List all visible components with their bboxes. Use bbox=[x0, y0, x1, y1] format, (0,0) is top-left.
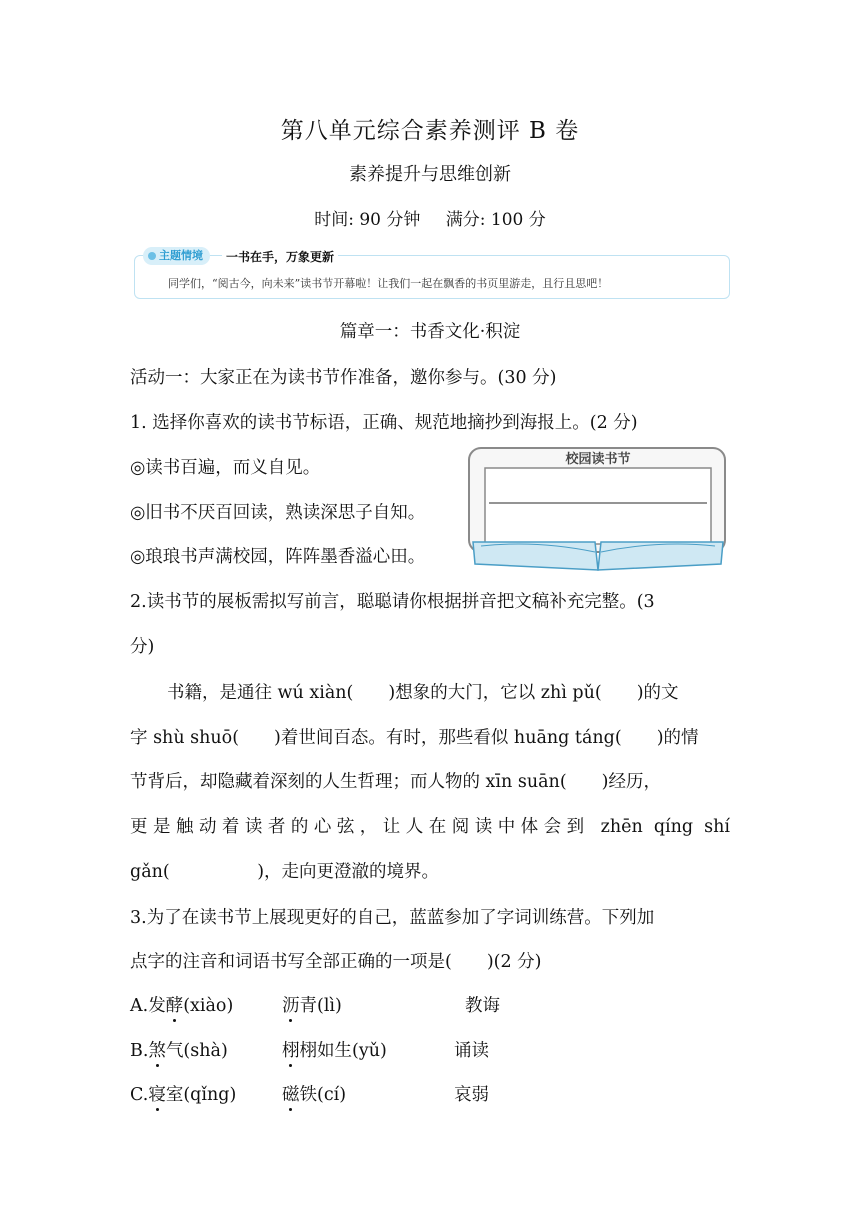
q3-option-a: A.发酵(xiào) 沥青(lì) 教诲 bbox=[130, 992, 233, 1017]
q2-stem: 2.读书节的展板需拟写前言，聪聪请你根据拼音把文稿补充完整。(3 bbox=[130, 592, 655, 612]
theme-heading: 一书在手，万象更新 bbox=[222, 248, 338, 265]
dotted-char: 煞 bbox=[148, 1037, 166, 1062]
q1-stem: 1. 选择你喜欢的读书节标语，正确、规范地摘抄到海报上。(2 分) bbox=[130, 413, 638, 433]
time-limit: 时间: 90 分钟 bbox=[314, 210, 421, 230]
poster-illustration bbox=[467, 446, 729, 574]
section-title: 篇章一：书香文化·积淀 bbox=[339, 322, 521, 342]
dotted-char: 栩 bbox=[282, 1037, 300, 1062]
q1-option: ◎旧书不厌百回读，熟读深思子自知。 bbox=[130, 503, 426, 523]
q3-option-b: B.煞气(shà) 栩栩如生(yǔ) 诵读 bbox=[130, 1037, 228, 1062]
q2-passage-line: 字 shù shuō( )着世间百态。有时，那些看似 huāng táng( )的情 bbox=[130, 728, 699, 748]
page-title: 第八单元综合素养测评 B 卷 bbox=[280, 118, 580, 144]
full-score: 满分: 100 分 bbox=[445, 210, 546, 230]
dotted-char: 沥 bbox=[282, 992, 300, 1017]
time-score-info bbox=[0, 205, 860, 230]
q2-passage-line: 书籍，是通往 wú xiàn( )想象的大门，它以 zhì pǔ( )的文 bbox=[167, 683, 679, 703]
q1-option: ◎琅琅书声满校园，阵阵墨香溢心田。 bbox=[130, 547, 426, 567]
dotted-char: 寝 bbox=[148, 1081, 166, 1106]
q1-option: ◎读书百遍，而义自见。 bbox=[130, 458, 321, 478]
q2-passage-line: 节背后，却隐藏着深刻的人生哲理；而人物的 xīn suān( )经历， bbox=[130, 772, 661, 792]
q2-passage-line: gǎn( )，走向更澄澈的境界。 bbox=[130, 862, 440, 882]
poster-title: 校园读书节 bbox=[565, 452, 631, 467]
dotted-char: 酵 bbox=[166, 992, 184, 1017]
page-subtitle: 素养提升与思维创新 bbox=[349, 164, 511, 185]
q3-stem-cont: 点字的注音和词语书写全部正确的一项是( )(2 分) bbox=[130, 952, 542, 972]
theme-text: 同学们，“阅古今，向未来”读书节开幕啦！让我们一起在飘香的书页里游走，且行且思吧！ bbox=[168, 277, 609, 290]
q2-stem-cont: 分) bbox=[130, 637, 155, 657]
activity-heading: 活动一：大家正在为读书节作准备，邀你参与。(30 分) bbox=[130, 368, 557, 388]
q3-option-c: C.寝室(qǐng) 磁铁(cí) 哀弱 bbox=[130, 1081, 236, 1106]
dotted-char: 磁 bbox=[282, 1081, 300, 1106]
q2-passage-line: 更是触动着读者的心弦，让人在阅读中体会到 zhēn qíng shí bbox=[130, 817, 730, 837]
q3-stem: 3.为了在读书节上展现更好的自己，蓝蓝参加了字词训练营。下列加 bbox=[130, 908, 655, 928]
theme-tag: 主题情境 bbox=[143, 247, 210, 265]
